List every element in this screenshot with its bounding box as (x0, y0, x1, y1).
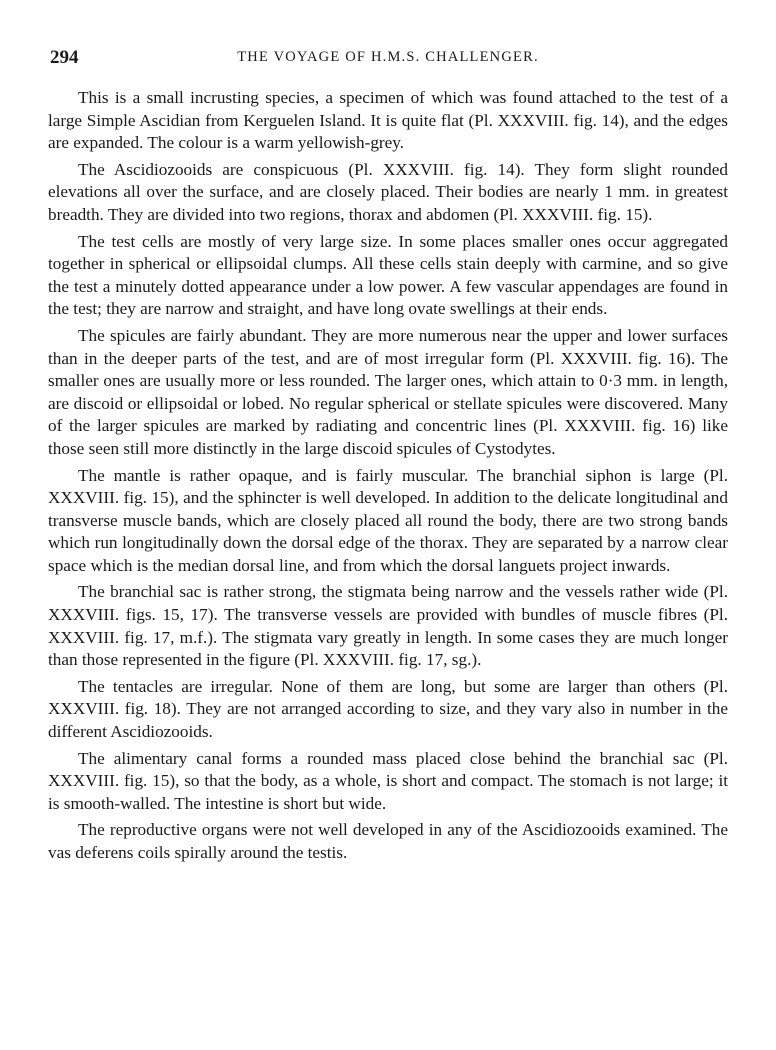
body-text (48, 87, 728, 869)
paragraph-ascidiozooids: The Ascidiozooids are conspicuous (Pl. XXXVIII. fig. 14). They form slight rounded elevations all over the surface, and are closely placed. Their bodies are nearly 1 mm. in greatest breadth. They are divided into two regions, thorax and abdomen (Pl. XXXVIII. fig. 15). (48, 159, 728, 224)
page-number: 294 (50, 47, 79, 68)
page-header (50, 47, 726, 69)
paragraph-tentacles: The tentacles are irregular. None of them are long, but some are larger than others (Pl. XXXVIII. fig. 18). They are not arranged according to size, and they vary also in number in the different Ascidiozooids. (48, 676, 728, 742)
paragraph-mantle: The mantle is rather opaque, and is fairly muscular. The branchial siphon is large (Pl. XXXVIII. fig. 15), and the sphincter is well developed. In addition to the delicate longitudinal and transverse muscle bands, which are closely placed all round the body, there are two strong bands which run longitudinally down the dorsal edge of the thorax. They are separated by a narrow clear space which is the median dorsal line, and from which the dorsal languets project inwards. (48, 465, 728, 575)
paragraph-alimentary-canal: The alimentary canal forms a rounded mass placed close behind the branchial sac (Pl. XXXVIII. fig. 15), so that the body, as a whole, is short and compact. The stomach is not large; it is smooth-walled. The intestine is short but wide. (48, 748, 728, 813)
running-title: THE VOYAGE OF H.M.S. CHALLENGER. (237, 49, 539, 65)
paragraph-test-cells: The test cells are mostly of very large size. In some places smaller ones occur aggregated together in spherical or ellipsoidal clumps. All these cells stain deeply with carmine, and so give the test a minutely dotted appearance under a low power. A few vascular appendages are found in the test; they are narrow and straight, and have long ovate swellings at their ends. (48, 231, 728, 319)
paragraph-branchial-sac: The branchial sac is rather strong, the stigmata being narrow and the vessels rather wide (Pl. XXXVIII. figs. 15, 17). The transverse vessels are provided with bundles of muscle fibres (Pl. XXXVIII. fig. 17, m.f.). The stigmata vary greatly in length. In some cases they are much longer than those represented in the figure (Pl. XXXVIII. fig. 17, sg.). (48, 582, 728, 670)
paragraph-spicules: The spicules are fairly abundant. They are more numerous near the upper and lower surfaces than in the deeper parts of the test, and are of most irregular form (Pl. XXXVIII. fig. 16). The smaller ones are usually more or less rounded. The larger ones, which attain to 0·3 mm. in length, are discoid or ellipsoidal or lobed. No regular spherical or stellate spicules were discovered. Many of the larger spicules are marked by radiating and concentric lines (Pl. XXXVIII. fig. 16) like those seen still more distinctly in the large discoid spicules of Cystodytes. (48, 325, 728, 458)
paragraph-reproductive-organs: The reproductive organs were not well developed in any of the Ascidiozooids examined. The vas deferens coils spirally around the testis. (48, 820, 728, 862)
paragraph-description: This is a small incrusting species, a specimen of which was found attached to the test of a large Simple Ascidian from Kerguelen Island. It is quite flat (Pl. XXXVIII. fig. 14), and the edges are expanded. The colour is a warm yellowish-grey. (48, 88, 728, 153)
